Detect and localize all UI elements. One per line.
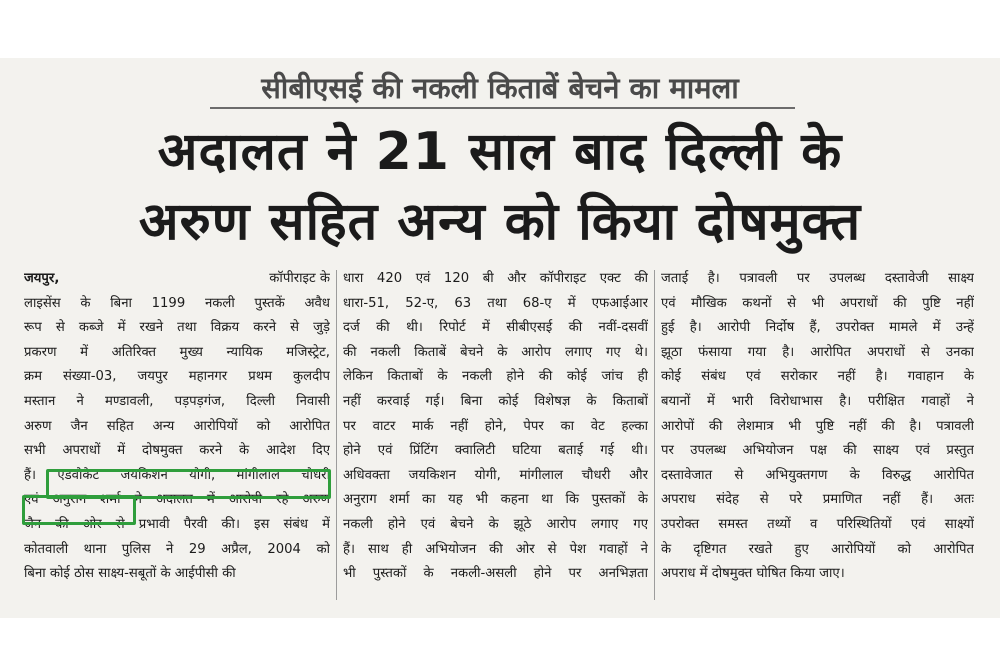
column-divider-1 <box>336 270 337 600</box>
column-2-line-1: धारा 420 एवं 120 बी और कॉपीराइट एक्ट की <box>343 271 648 286</box>
column-1-line-9: हैं। एडवोकेट जयकिशन योगी, मांगीलाल चौधरी <box>24 467 330 483</box>
column-2-line-3: दर्ज की थी। रिपोर्ट में सीबीएसई की नवीं-दसवीं <box>343 320 648 336</box>
column-3-line-3: हुई है। आरोपी निर्दोष हैं, उपरोक्त मामले में उन्हें <box>661 320 974 336</box>
column-1-line-2: लाइसेंस के बिना 1199 नकली पुस्तकें अवैध <box>24 295 330 311</box>
column-1-line-8: सभी अपराधों में दोषमुक्त करने के आदेश दिए <box>24 443 330 459</box>
article-column-3 <box>661 267 974 607</box>
article-column-2 <box>343 267 648 607</box>
column-1-line-5: क्रम संख्या-03, जयपुर महानगर प्रथम कुलदीप <box>24 369 330 385</box>
column-1-line-11: जैन की ओर से प्रभावी पैरवी की। इस संबंध में <box>24 516 330 532</box>
column-1-line-1: कॉपीराइट के <box>269 271 330 286</box>
dateline: जयपुर, <box>24 271 60 286</box>
column-3-line-4: झूठा फंसाया गया है। आरोपित अपराधों से उनका <box>661 344 974 360</box>
column-3-line-5: कोई संबंध एवं सरोकार नहीं है। गवाहान के <box>661 369 974 385</box>
column-3-line-9: दस्तावेजात से अभियुक्तगण के विरुद्ध आरोपित <box>661 467 974 483</box>
column-1-line-7: अरुण जैन सहित अन्य आरोपियों को आरोपित <box>24 418 330 434</box>
column-2-line-4: की नकली किताबें बेचने के आरोप लगाए गए थे। <box>343 344 648 360</box>
dateline-row <box>24 267 330 292</box>
column-2-line-2: धारा-51, 52-ए, 63 तथा 68-ए में एफआईआर <box>343 295 648 311</box>
column-1-line-13: बिना कोई ठोस साक्ष्य-सबूतों के आईपीसी की <box>24 566 236 582</box>
column-2-line-11: नकली होने एवं बेचने के झूठे आरोप लगाए गए <box>343 516 648 532</box>
column-1-line-4: प्रकरण में अतिरिक्त मुख्य न्यायिक मजिस्ट्रेट, <box>24 344 330 360</box>
article-column-1 <box>24 267 330 607</box>
column-3-line-12: के दृष्टिगत रखते हुए आरोपियों को आरोपित <box>661 541 974 557</box>
headline-line-1: अदालत ने 21 साल बाद दिल्ली के <box>157 122 843 182</box>
column-3-line-10: अपराध संदेह से परे प्रमाणित नहीं हैं। अतः <box>661 492 974 508</box>
column-1-line-10: एवं अनुराग शर्मा ने अदालत में आरोपी रहे अरुण <box>24 492 330 508</box>
column-2-line-7: पर वाटर मार्क नहीं होने, पेपर का वेट हल्का <box>343 418 648 434</box>
column-2-line-8: होने एवं प्रिंटिंग क्वालिटी घटिया बताई गई थी। <box>343 443 648 459</box>
column-3-line-6: बयानों में भारी विरोधाभास है। परीक्षित गवाहों ने <box>661 393 974 409</box>
column-divider-2 <box>654 270 655 600</box>
column-3-line-2: एवं मौखिक कथनों से भी अपराधों की पुष्टि नहीं <box>661 295 974 311</box>
column-3-line-7: आरोपों की लेशमात्र भी पुष्टि नहीं की है। पत्रावली <box>661 418 974 434</box>
column-1-line-12: कोतवाली थाना पुलिस ने 29 अप्रैल, 2004 को <box>24 541 330 557</box>
column-2-line-12: हैं। साथ ही अभियोजन की ओर से पेश गवाहों ने <box>343 541 648 557</box>
column-1-line-6: मस्तान ने मण्डावली, पड़पड़गंज, दिल्ली निवासी <box>24 393 330 409</box>
column-2-line-9: अधिवक्ता जयकिशन योगी, मांगीलाल चौधरी और <box>343 467 648 483</box>
column-2-line-13: भी पुस्तकों के नकली-असली होने पर अनभिज्ञता <box>343 566 648 582</box>
article-kicker: सीबीएसई की नकली किताबें बेचने का मामला <box>261 71 739 105</box>
column-2-line-5: लेकिन किताबों के नकली होने की कोई जांच ही <box>343 369 648 385</box>
column-2-line-10: अनुराग शर्मा का यह भी कहना था कि पुस्तकों के <box>343 492 648 508</box>
column-3-line-8: पर उपलब्ध अभियोजन पक्ष की साक्ष्य एवं प्रस्तुत <box>661 443 974 459</box>
column-3-line-1: जताई है। पत्रावली पर उपलब्ध दस्तावेजी साक्ष्य <box>661 271 974 286</box>
kicker-underline <box>210 107 795 109</box>
column-1-line-3: रूप से कब्जे में रखने तथा विक्रय करने से जुड़े <box>24 320 330 336</box>
column-3-line-11: उपरोक्त समस्त तथ्यों व परिस्थितियों एवं साक्ष्यों <box>661 516 974 532</box>
column-3-line-13: अपराध में दोषमुक्त घोषित किया जाए। <box>661 566 845 582</box>
headline-line-2: अरुण सहित अन्य को किया दोषमुक्त <box>138 192 862 252</box>
column-2-line-6: नहीं करवाई गई। बिना कोई विशेषज्ञ के किताबों <box>343 393 648 409</box>
